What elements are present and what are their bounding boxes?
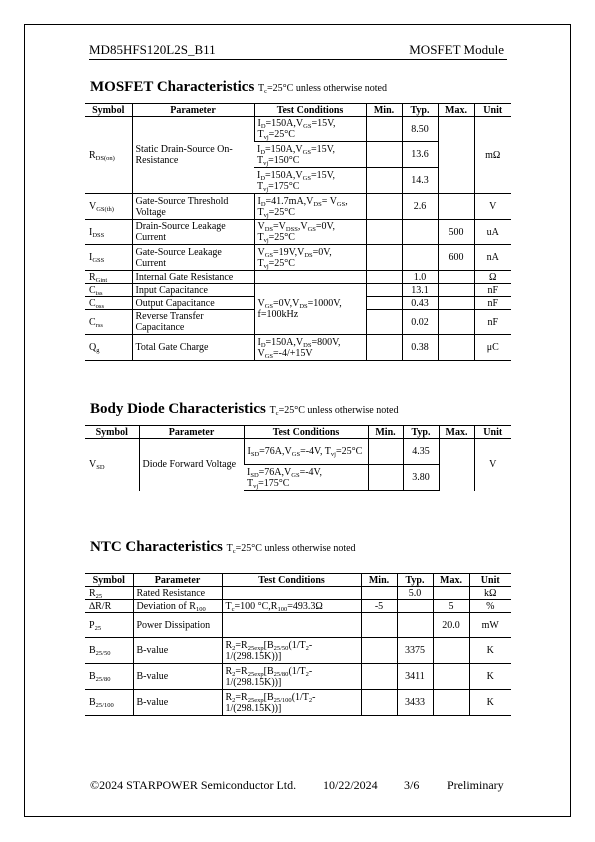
col-parameter: Parameter [132, 104, 254, 117]
parameter-cell: Total Gate Charge [132, 335, 254, 361]
unit-cell: % [469, 600, 511, 613]
min-cell [366, 117, 402, 142]
min-cell [366, 245, 402, 271]
symbol-cell: $B_{25/50}$ [85, 638, 133, 664]
parameter-cell: Diode Forward Voltage [139, 439, 244, 491]
page-number: 3/6 [404, 778, 420, 792]
min-cell: -5 [361, 600, 397, 613]
typ-cell [397, 613, 433, 638]
table-header-row [85, 426, 511, 439]
table-row [85, 194, 511, 220]
condition-cell: $I_D=41.7mA,V_{DS}= V_{GS}$, $T_{vj}=25^\circ C$ [254, 194, 366, 220]
col-max: Max. [433, 574, 469, 587]
parameter-cell: Rated Resistance [133, 587, 222, 600]
parameter-cell: Input Capacitance [132, 284, 254, 297]
col-test-conditions: Test Conditions [244, 426, 368, 439]
max-cell [438, 194, 474, 220]
mosfet-section-title [90, 79, 387, 96]
table-row [85, 220, 511, 245]
min-cell [361, 690, 397, 716]
parameter-cell: Drain-Source Leakage Current [132, 220, 254, 245]
mosfet-table [85, 103, 511, 361]
symbol-cell: ∆R/R [85, 600, 133, 613]
condition-cell: $I_D=150A,V_{GS}=15V$, $T_{vj}=150^\circ C$ [254, 142, 366, 168]
condition-cell [254, 271, 366, 284]
typ-cell: 5.0 [397, 587, 433, 600]
max-cell [433, 664, 469, 690]
symbol-cell: $C_{rss}$ [85, 310, 132, 335]
condition-cell: $V_{GS}=19V,V_{DS}=0V$, $T_{vj}=25^\circ C$ [254, 245, 366, 271]
condition-cell: $I_{SD}=76A,V_{GS}=-4V$, $T_{vj}=25^\circ C$ [244, 439, 368, 465]
col-parameter: Parameter [133, 574, 222, 587]
col-test-conditions: Test Conditions [254, 104, 366, 117]
min-cell [366, 271, 402, 284]
parameter-cell: Deviation of $R_{100}$ [133, 600, 222, 613]
condition-cell: $V_{DS}=V_{DSS},V_{GS}=0V$, $T_{vj}=25^\circ C$ [254, 220, 366, 245]
col-max: Max. [439, 426, 474, 439]
col-unit: Unit [474, 104, 511, 117]
typ-cell: 3411 [397, 664, 433, 690]
min-cell [361, 613, 397, 638]
revision-date: 10/22/2024 [323, 778, 378, 792]
condition-cell: $V_{GS}=0V,V_{DS}=1000V$, f=100kHz [254, 284, 366, 335]
typ-cell: 0.02 [402, 310, 438, 335]
ntc-section-title [90, 539, 356, 556]
parameter-cell: Internal Gate Resistance [132, 271, 254, 284]
unit-cell: nF [474, 310, 511, 335]
condition-cell: $R_2=R_{25exp}[B_{25/100}(1/T_2-$ 1/(298.15K))] [222, 690, 361, 716]
symbol-cell: $B_{25/100}$ [85, 690, 133, 716]
col-parameter: Parameter [139, 426, 244, 439]
typ-cell: 3433 [397, 690, 433, 716]
symbol-cell: $R_{Gint}$ [85, 271, 132, 284]
ntc-note: $T_c=25^\circ C$ unless otherwise noted [226, 543, 356, 555]
table-row [85, 587, 511, 600]
unit-cell: nF [474, 284, 511, 297]
symbol-cell: $V_{GS(th)}$ [85, 194, 132, 220]
parameter-cell: Output Capacitance [132, 297, 254, 310]
min-cell [361, 664, 397, 690]
typ-cell: 13.1 [402, 284, 438, 297]
mosfet-title-text: MOSFET Characteristics [90, 79, 255, 95]
min-cell [366, 284, 402, 297]
symbol-cell: $I_{DSS}$ [85, 220, 132, 245]
min-cell [366, 297, 402, 310]
unit-cell: V [474, 439, 511, 491]
part-number: MD85HFS120L2S_B11 [89, 42, 216, 57]
condition-cell: $T_c=100$ $^\circ C,R_{100}=493.3\Omega$ [222, 600, 361, 613]
unit-cell: nF [474, 297, 511, 310]
parameter-cell: Gate-Source Leakage Current [132, 245, 254, 271]
parameter-cell: B-value [133, 690, 222, 716]
document-status: Preliminary [447, 778, 504, 792]
col-unit: Unit [474, 426, 511, 439]
unit-cell: V [474, 194, 511, 220]
parameter-cell: B-value [133, 664, 222, 690]
typ-cell [397, 600, 433, 613]
condition-cell: $I_D=150A,V_{DS}=800V$, $V_{GS}=-4/+15V$ [254, 335, 366, 361]
max-cell: 5 [433, 600, 469, 613]
table-row [85, 600, 511, 613]
table-row [85, 335, 511, 361]
table-row [85, 284, 511, 297]
typ-cell [402, 220, 438, 245]
max-cell [438, 297, 474, 310]
table-row [85, 271, 511, 284]
symbol-cell: $Q_g$ [85, 335, 132, 361]
max-cell [433, 587, 469, 600]
unit-cell: nA [474, 245, 511, 271]
max-cell [438, 310, 474, 335]
unit-cell: K [469, 690, 511, 716]
max-cell [438, 284, 474, 297]
max-cell [433, 690, 469, 716]
unit-cell: mΩ [474, 117, 511, 194]
symbol-cell: $V_{SD}$ [85, 439, 139, 491]
parameter-cell: Reverse Transfer Capacitance [132, 310, 254, 335]
parameter-cell: Static Drain-Source On-Resistance [132, 117, 254, 194]
min-cell [366, 168, 402, 194]
typ-cell [402, 245, 438, 271]
symbol-cell: $C_{iss}$ [85, 284, 132, 297]
typ-cell: 14.3 [402, 168, 438, 194]
unit-cell: uA [474, 220, 511, 245]
table-header-row [85, 104, 511, 117]
ntc-table [85, 573, 511, 716]
condition-cell: $I_{SD}=76A,V_{GS}=-4V$, $T_{vj}=175^\circ C$ [244, 465, 368, 491]
symbol-cell: $R_{25}$ [85, 587, 133, 600]
symbol-cell: $R_{DS(on)}$ [85, 117, 132, 194]
col-test-conditions: Test Conditions [222, 574, 361, 587]
table-row [85, 439, 511, 465]
typ-cell: 13.6 [402, 142, 438, 168]
table-header-row [85, 574, 511, 587]
col-symbol: Symbol [85, 104, 132, 117]
unit-cell: K [469, 638, 511, 664]
unit-cell: Ω [474, 271, 511, 284]
table-row [85, 690, 511, 716]
table-row [85, 613, 511, 638]
min-cell [368, 439, 403, 465]
typ-cell: 3.80 [403, 465, 439, 491]
condition-cell: $R_2=R_{25exp}[B_{25/80}(1/T_2-$ 1/(298.15K))] [222, 664, 361, 690]
max-cell [438, 117, 474, 194]
condition-cell: $I_D=150A,V_{GS}=15V$, $T_{vj}=25^\circ C$ [254, 117, 366, 142]
header-rule [89, 59, 507, 60]
col-min: Min. [361, 574, 397, 587]
ntc-title-text: NTC Characteristics [90, 539, 223, 555]
copyright: ©2024 STARPOWER Semiconductor Ltd. [90, 778, 297, 792]
table-row [85, 245, 511, 271]
col-typ: Typ. [403, 426, 439, 439]
col-max: Max. [438, 104, 474, 117]
mosfet-note: $T_c=25^\circ C$ unless otherwise noted [258, 83, 387, 95]
diode-section-title [90, 401, 398, 418]
typ-cell: 0.38 [402, 335, 438, 361]
min-cell [361, 587, 397, 600]
col-min: Min. [368, 426, 403, 439]
max-cell: 20.0 [433, 613, 469, 638]
min-cell [368, 465, 403, 491]
unit-cell: mW [469, 613, 511, 638]
typ-cell: 4.35 [403, 439, 439, 465]
typ-cell: 0.43 [402, 297, 438, 310]
table-row [85, 638, 511, 664]
parameter-cell: Gate-Source Threshold Voltage [132, 194, 254, 220]
unit-cell: kΩ [469, 587, 511, 600]
max-cell: 500 [438, 220, 474, 245]
diode-table [85, 425, 511, 491]
col-unit: Unit [469, 574, 511, 587]
condition-cell: $R_2=R_{25exp}[B_{25/50}(1/T_2-$ 1/(298.15K))] [222, 638, 361, 664]
max-cell: 600 [438, 245, 474, 271]
typ-cell: 1.0 [402, 271, 438, 284]
condition-cell [222, 613, 361, 638]
table-row [85, 664, 511, 690]
col-min: Min. [366, 104, 402, 117]
symbol-cell: $B_{25/80}$ [85, 664, 133, 690]
max-cell [438, 271, 474, 284]
diode-title-text: Body Diode Characteristics [90, 401, 266, 417]
condition-cell: $I_D=150A,V_{GS}=15V$, $T_{vj}=175^\circ C$ [254, 168, 366, 194]
min-cell [366, 310, 402, 335]
table-row [85, 117, 511, 142]
typ-cell: 3375 [397, 638, 433, 664]
col-symbol: Symbol [85, 574, 133, 587]
min-cell [366, 142, 402, 168]
condition-cell [222, 587, 361, 600]
parameter-cell: B-value [133, 638, 222, 664]
unit-cell: μC [474, 335, 511, 361]
document-type: MOSFET Module [409, 42, 504, 57]
typ-cell: 8.50 [402, 117, 438, 142]
max-cell [438, 335, 474, 361]
min-cell [366, 194, 402, 220]
col-typ: Typ. [397, 574, 433, 587]
min-cell [366, 335, 402, 361]
max-cell [433, 638, 469, 664]
symbol-cell: $C_{oss}$ [85, 297, 132, 310]
symbol-cell: $P_{25}$ [85, 613, 133, 638]
unit-cell: K [469, 664, 511, 690]
typ-cell: 2.6 [402, 194, 438, 220]
min-cell [366, 220, 402, 245]
min-cell [361, 638, 397, 664]
col-symbol: Symbol [85, 426, 139, 439]
col-typ: Typ. [402, 104, 438, 117]
diode-note: $T_c=25^\circ C$ unless otherwise noted [269, 405, 399, 417]
max-cell [439, 439, 474, 491]
parameter-cell: Power Dissipation [133, 613, 222, 638]
symbol-cell: $I_{GSS}$ [85, 245, 132, 271]
